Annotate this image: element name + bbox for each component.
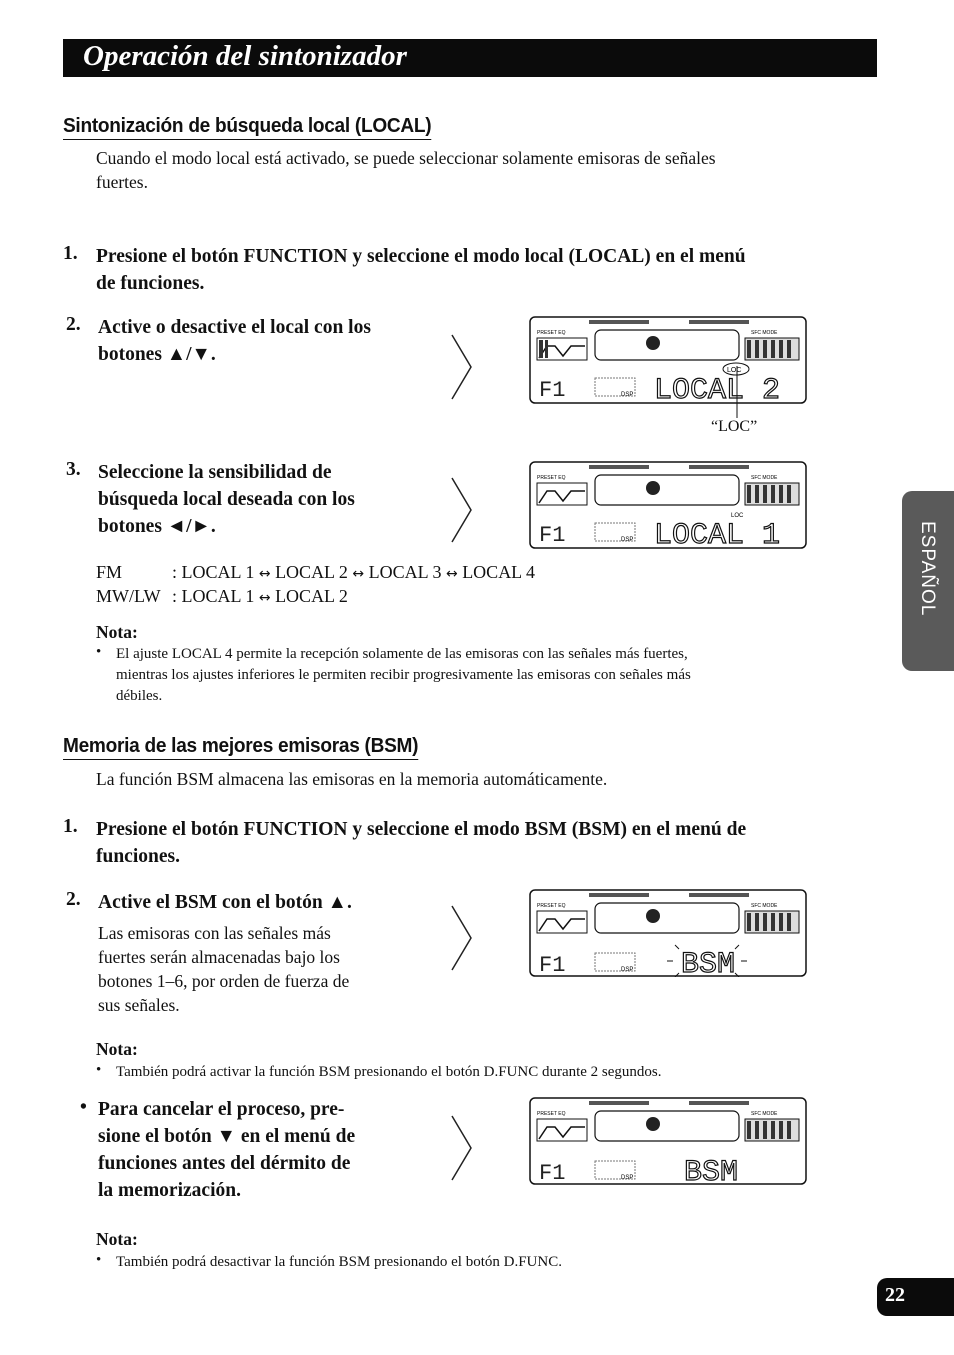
local-section-heading: Sintonización de búsqueda local (LOCAL) [63,114,431,140]
bsm-step1-line1: Presione el botón FUNCTION y seleccione el modo BSM (BSM) en el menú de [96,819,747,840]
loc-callout-label: “LOC” [711,418,758,435]
mwlw-range-row [96,586,348,607]
preset-eq-label: PRESET EQ [537,1111,566,1117]
bsm-step2-body-3: botones 1–6, por orden de fuerza de [98,971,350,991]
bsm-intro: La función BSM almacena las emisoras en la memoria automáticamente. [96,769,608,789]
f1-label: F1 [539,953,566,977]
double-arrow-icon: ↔ [445,566,458,582]
mwlw-values [172,586,348,607]
bsm-step2-line1: Active el BSM con el botón ▲. [98,892,352,913]
local-note-line2: mientras los ajustes inferiores le permiten recibir progresivamente las emisoras con señales más [116,667,691,683]
lcd-display-local-1 [529,461,807,549]
preset-eq-label: PRESET EQ [537,475,566,481]
f1-label: F1 [539,1161,566,1185]
emblem-icon [646,1117,660,1131]
lcd-display-local-2 [529,316,807,404]
dsp-label: DSP [621,537,634,543]
double-arrow-icon: ↔ [258,566,271,582]
bsm-step1-number: 1. [63,816,78,837]
local-step2-number: 2. [66,314,81,335]
mwlw-value-1: : LOCAL 1 [172,586,255,606]
page-title: Operación del sintonizador [83,40,407,72]
fm-values [172,562,535,583]
lcd-main-text: LOCAL 1 [654,519,781,549]
lcd-display-bsm [529,1097,807,1185]
bsm-note2-title: Nota: [96,1229,138,1249]
chevron-right-icon [450,904,474,972]
fm-value-2: LOCAL 2 [275,562,348,582]
lcd-main-text: LOCAL 2 [654,374,781,404]
cancel-line-4: la memorización. [98,1180,241,1201]
dsp-label: DSP [621,1175,634,1181]
bsm-step2-body-4: sus señales. [98,995,180,1015]
chevron-right-icon [450,1114,474,1182]
mwlw-value-2: LOCAL 2 [275,586,348,606]
loc-indicator: LOC [727,367,742,374]
local-step1-number: 1. [63,243,78,264]
emblem-icon [646,481,660,495]
local-note-title: Nota: [96,622,138,642]
lcd-display-bsm-flashing [529,889,807,977]
cancel-line-2: sione el botón ▼ en el menú de [98,1126,356,1147]
eq-graphic-left [537,338,587,360]
chevron-right-icon [450,476,474,544]
eq-graphic-right [745,338,799,360]
f1-label: F1 [539,378,566,403]
emblem-icon [646,336,660,350]
bsm-section-heading: Memoria de las mejores emisoras (BSM) [63,734,418,760]
fm-value-3: LOCAL 3 [368,562,442,582]
page-number: 22 [885,1284,905,1306]
dsp-label: DSP [621,967,634,973]
note-bullet-icon: • [96,1062,102,1078]
emblem-icon [646,909,660,923]
sfc-mode-label: SFC MODE [751,1111,778,1117]
local-intro-line1: Cuando el modo local está activado, se puede seleccionar solamente emisoras de señales [96,148,716,168]
bsm-step2-number: 2. [66,889,81,910]
bsm-step2-body-2: fuertes serán almacenadas bajo los [98,947,340,967]
local-step1-line2: de funciones. [96,273,205,294]
lcd-main-text: BSM [681,948,736,977]
fm-value-1: : LOCAL 1 [172,562,255,582]
page-number-tab [877,1278,954,1316]
local-step2-line2: botones ▲/▼. [98,344,216,365]
local-intro-line2: fuertes. [96,172,148,192]
sfc-mode-label: SFC MODE [751,475,778,481]
chevron-right-icon [450,333,474,401]
local-step3-line3: botones ◄/►. [98,516,216,537]
local-step2-line1: Active o desactive el local con los [98,317,371,338]
loc-indicator: LOC [731,513,744,519]
mwlw-label: MW/LW [96,586,161,606]
cancel-bullet-icon: • [80,1097,87,1118]
lcd-main-text: BSM [684,1156,739,1185]
note-bullet-icon: • [96,1252,102,1268]
local-note-line1: El ajuste LOCAL 4 permite la recepción solamente de las emisoras con las señales más fuertes, [116,646,688,662]
bsm-note2-text: También podrá desactivar la función BSM presionando el botón D.FUNC. [116,1254,562,1270]
fm-range-row [96,562,536,583]
local-step3-line2: búsqueda local deseada con los [98,489,355,510]
language-side-tab [902,491,954,671]
bsm-note1-text: También podrá activar la función BSM presionando el botón D.FUNC durante 2 segundos. [116,1064,662,1080]
bsm-step2-body-1: Las emisoras con las señales más [98,923,331,943]
preset-eq-label: PRESET EQ [537,903,566,909]
fm-label: FM [96,562,123,582]
double-arrow-icon: ↔ [258,590,271,606]
note-bullet-icon: • [96,644,102,660]
local-step1-line1: Presione el botón FUNCTION y seleccione el modo local (LOCAL) en el menú [96,246,746,267]
double-arrow-icon: ↔ [352,566,365,582]
loc-callout-line [735,366,739,418]
fm-value-4: LOCAL 4 [462,562,536,582]
bsm-step1-line2: funciones. [96,846,180,867]
dsp-label: DSP [621,392,634,398]
local-note-line3: débiles. [116,688,163,704]
bsm-note1-title: Nota: [96,1039,138,1059]
cancel-line-3: funciones antes del dérmito de [98,1153,351,1174]
cancel-line-1: Para cancelar el proceso, pre- [98,1099,345,1120]
sfc-mode-label: SFC MODE [751,330,778,336]
preset-eq-label: PRESET EQ [537,330,566,336]
local-step3-number: 3. [66,459,81,480]
f1-label: F1 [539,523,566,548]
language-label: ESPAÑOL [917,521,938,617]
sfc-mode-label: SFC MODE [751,903,778,909]
page-title-bar [63,39,877,77]
dsp-indicator [595,378,635,398]
local-step3-line1: Seleccione la sensibilidad de [98,462,332,483]
